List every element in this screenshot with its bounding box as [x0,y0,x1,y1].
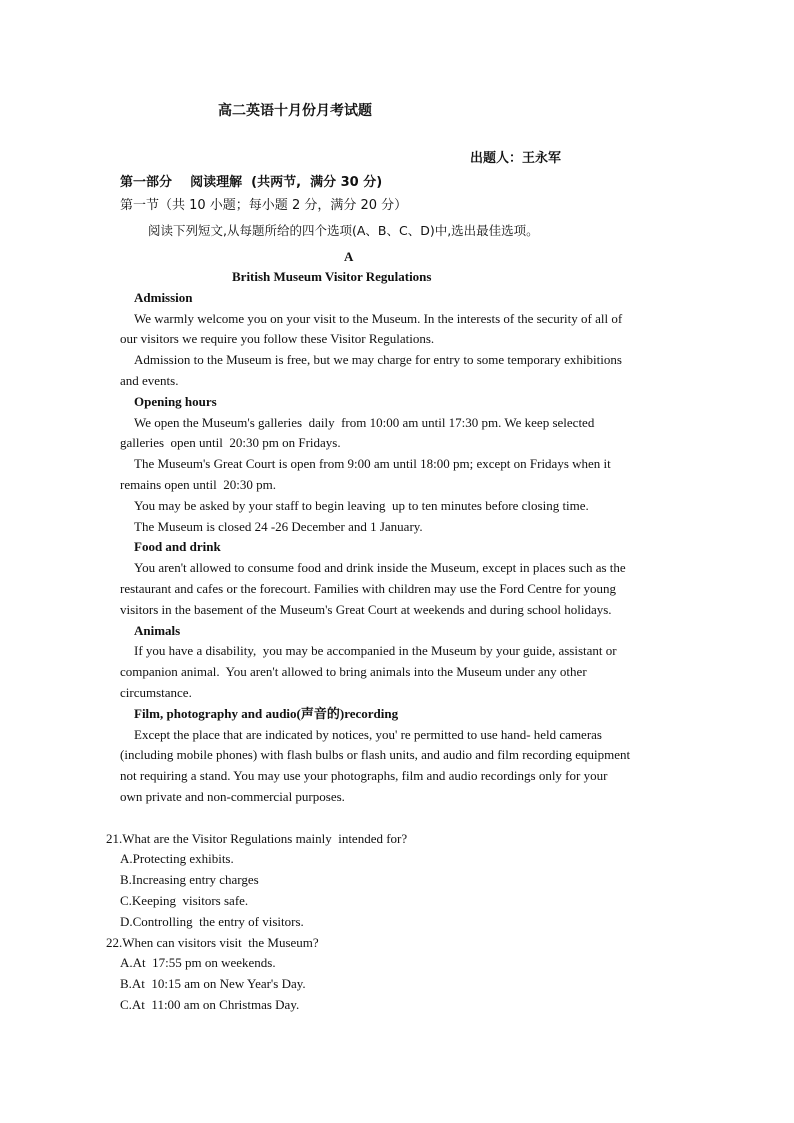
paragraph-line: remains open until 20:30 pm. [120,477,276,492]
section-heading-food-drink: Food and drink [134,539,221,554]
section-heading-admission: Admission [134,290,193,305]
question-option: B.Increasing entry charges [120,872,259,887]
instruction: 阅读下列短文,从每题所给的四个选项(A、B、C、D)中,选出最佳选项。 [148,223,539,238]
section-heading-animals: Animals [134,623,181,638]
passage-title: British Museum Visitor Regulations [232,269,432,284]
paragraph-line: You aren't allowed to consume food and drink inside the Museum, except in places such as the [134,560,626,575]
paragraph-line: our visitors we require you follow these Visitor Regulations. [120,331,435,346]
section-heading-opening-hours: Opening hours [134,394,217,409]
question-option: C.Keeping visitors safe. [120,893,249,908]
question-option: A.Protecting exhibits. [120,851,234,866]
section-heading-film-photography: Film, photography and audio(声音的)recording [134,706,399,721]
question-stem: 22.When can visitors visit the Museum? [106,935,319,950]
question-option: B.At 10:15 am on New Year's Day. [120,976,306,991]
paragraph-line: restaurant and cafes or the forecourt. Families with children may use the Ford Centre for young [120,581,617,596]
paragraph-line: The Museum's Great Court is open from 9:00 am until 18:00 pm; except on Fridays when it [134,456,611,471]
passage-label: A [344,249,354,264]
paragraph-line: We warmly welcome you on your visit to the Museum. In the interests of the security of all of [134,311,623,326]
setter-line: 出题人：王永军 [470,151,562,166]
question-option: A.At 17:55 pm on weekends. [120,955,276,970]
paragraph-line: and events. [120,373,179,388]
part-heading: 第一部分 阅读理解 (共两节, 满分 30 分) [120,175,383,190]
question-stem: 21.What are the Visitor Regulations mainly intended for? [106,831,408,846]
paragraph-line: galleries open until 20:30 pm on Fridays. [120,435,341,450]
section-heading: 第一节（共 10 小题；每小题 2 分，满分 20 分） [120,198,408,213]
paragraph-line: We open the Museum's galleries daily from 10:00 am until 17:30 pm. We keep selected [134,415,595,430]
paragraph-line: If you have a disability, you may be accompanied in the Museum by your guide, assistant or [134,643,617,658]
paragraph-line: circumstance. [120,685,192,700]
question-option: C.At 11:00 am on Christmas Day. [120,997,300,1012]
exam-title: 高二英语十月份月考试题 [218,103,372,119]
paragraph-line: companion animal. You aren't allowed to bring animals into the Museum under any other [120,664,587,679]
paragraph-line: visitors in the basement of the Museum's Great Court at weekends and during school holidays. [120,602,612,617]
paragraph-line: (including mobile phones) with flash bulbs or flash units, and audio and film recording equipment [120,747,631,762]
paragraph-line: The Museum is closed 24 -26 December and 1 January. [134,519,423,534]
paragraph-line: You may be asked by your staff to begin leaving up to ten minutes before closing time. [134,498,589,513]
question-option: D.Controlling the entry of visitors. [120,914,304,929]
paragraph-line: own private and non-commercial purposes. [120,789,345,804]
paragraph-line: not requiring a stand. You may use your photographs, film and audio recordings only for your [120,768,608,783]
paragraph-line: Admission to the Museum is free, but we may charge for entry to some temporary exhibitions [134,352,622,367]
paragraph-line: Except the place that are indicated by notices, you' re permitted to use hand- held cameras [134,727,602,742]
